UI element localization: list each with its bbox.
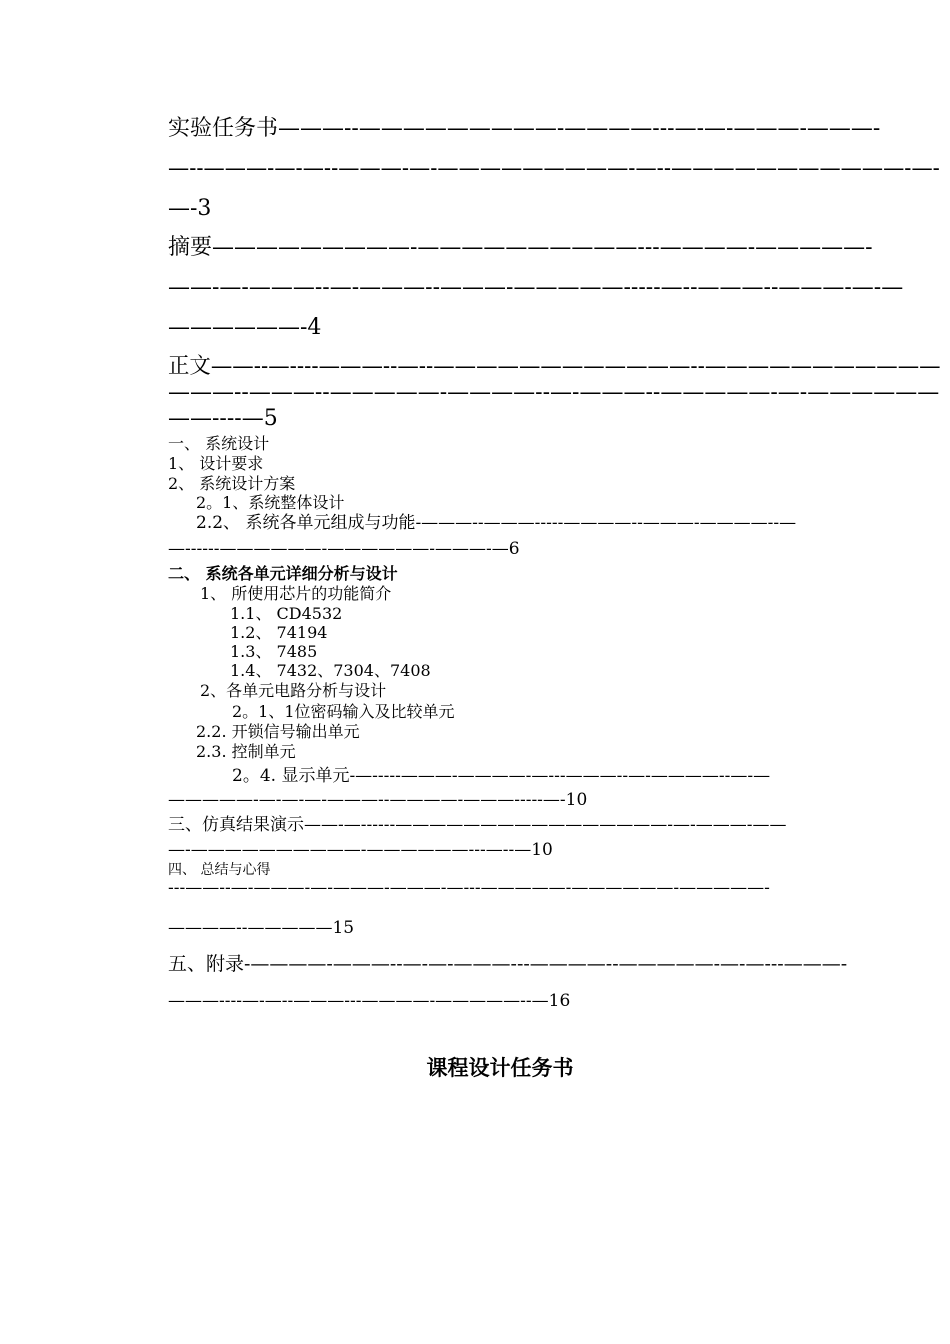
toc-entry-section-5-page: ———----—-—--———---————-—————--—16 xyxy=(168,991,571,1011)
toc-entry-main-text: 正文——--—----———--—--————————————--——————————— xyxy=(168,354,941,379)
toc-entry-main-text-page: ——----—5 xyxy=(168,406,278,431)
toc-entry-chip-intro: 1、 所使用芯片的功能简介 xyxy=(200,584,392,603)
toc-entry-section-3-page: —-——————————-——————---—--—10 xyxy=(168,840,553,860)
course-task-book-heading: 课程设计任务书 xyxy=(426,1056,574,1080)
toc-entry-display-unit: 2。4. 显示单元-—-----———-————-—---———--—-————--—-— xyxy=(232,766,771,786)
toc-entry-1-2: 2、 系统设计方案 xyxy=(168,474,296,493)
toc-entry-display-unit-page: —————-—-—-—-———--————-———-----—-10 xyxy=(168,790,588,810)
toc-entry-7432: 1.4、 7432、7304、7408 xyxy=(230,661,431,680)
toc-entry-section-2 xyxy=(168,566,398,582)
toc-entry-section-4-leader: ---——--—-———-—-———-———-—---—————-——————-—————- xyxy=(168,878,770,898)
toc-entry-section-4: 四、 总结与心得 xyxy=(168,862,271,878)
toc-entry-1-1: 1、 设计要求 xyxy=(168,454,264,473)
toc-entry-section-4-page: ————--—————15 xyxy=(168,918,355,938)
toc-entry-control-unit: 2.3. 控制单元 xyxy=(196,742,296,761)
toc-entry-password-unit: 2。1、1位密码输入及比较单元 xyxy=(232,702,455,721)
toc-entry-unit-analysis: 2、各单元电路分析与设计 xyxy=(200,681,387,700)
toc-entry-section-3: 三、仿真结果演示——-—------————————————————-—-———-—— xyxy=(168,815,787,835)
toc-entry-section-1: 一、 系统设计 xyxy=(168,434,270,453)
toc-entry-task-book: 实验任务书———--—————————-————---—-—-———-———- xyxy=(168,116,881,141)
toc-entry-section-2-label: 二、 系统各单元详细分析与设计 xyxy=(168,564,398,583)
toc-entry-cd4532: 1.1、 CD4532 xyxy=(230,604,343,623)
toc-entry-main-text-leader: ———--———--—————-————--—-———--—————-—-—————— xyxy=(168,380,940,405)
toc-entry-2-2: 2.2、 系统各单元组成与功能-———--———-----————--———-————--— xyxy=(196,513,797,533)
toc-entry-2-1: 2。1、系统整体设计 xyxy=(196,493,345,512)
toc-entry-task-book-leader: —--———-—-—--———-—-—————————-—--———————————-—- xyxy=(168,156,940,181)
toc-entry-abstract-page: ——————-4 xyxy=(168,315,322,340)
toc-entry-abstract: 摘要—————————-——————————---————-—————- xyxy=(168,235,873,260)
toc-entry-section-5: 五、附录-————-———--—-—-———---————--—————-—-—---———- xyxy=(168,953,848,975)
toc-entry-7485: 1.3、 7485 xyxy=(230,642,318,661)
toc-entry-abstract-leader: ——-—-———--—-———--———-—————-----—--———--———-—-— xyxy=(168,275,904,300)
toc-entry-unlock-unit: 2.2. 开锁信号输出单元 xyxy=(196,722,360,741)
toc-entry-task-book-page: —-3 xyxy=(168,196,212,221)
toc-entry-2-2-page: —------——————-——————-———-—6 xyxy=(168,539,520,559)
toc-entry-74194: 1.2、 74194 xyxy=(230,623,328,642)
